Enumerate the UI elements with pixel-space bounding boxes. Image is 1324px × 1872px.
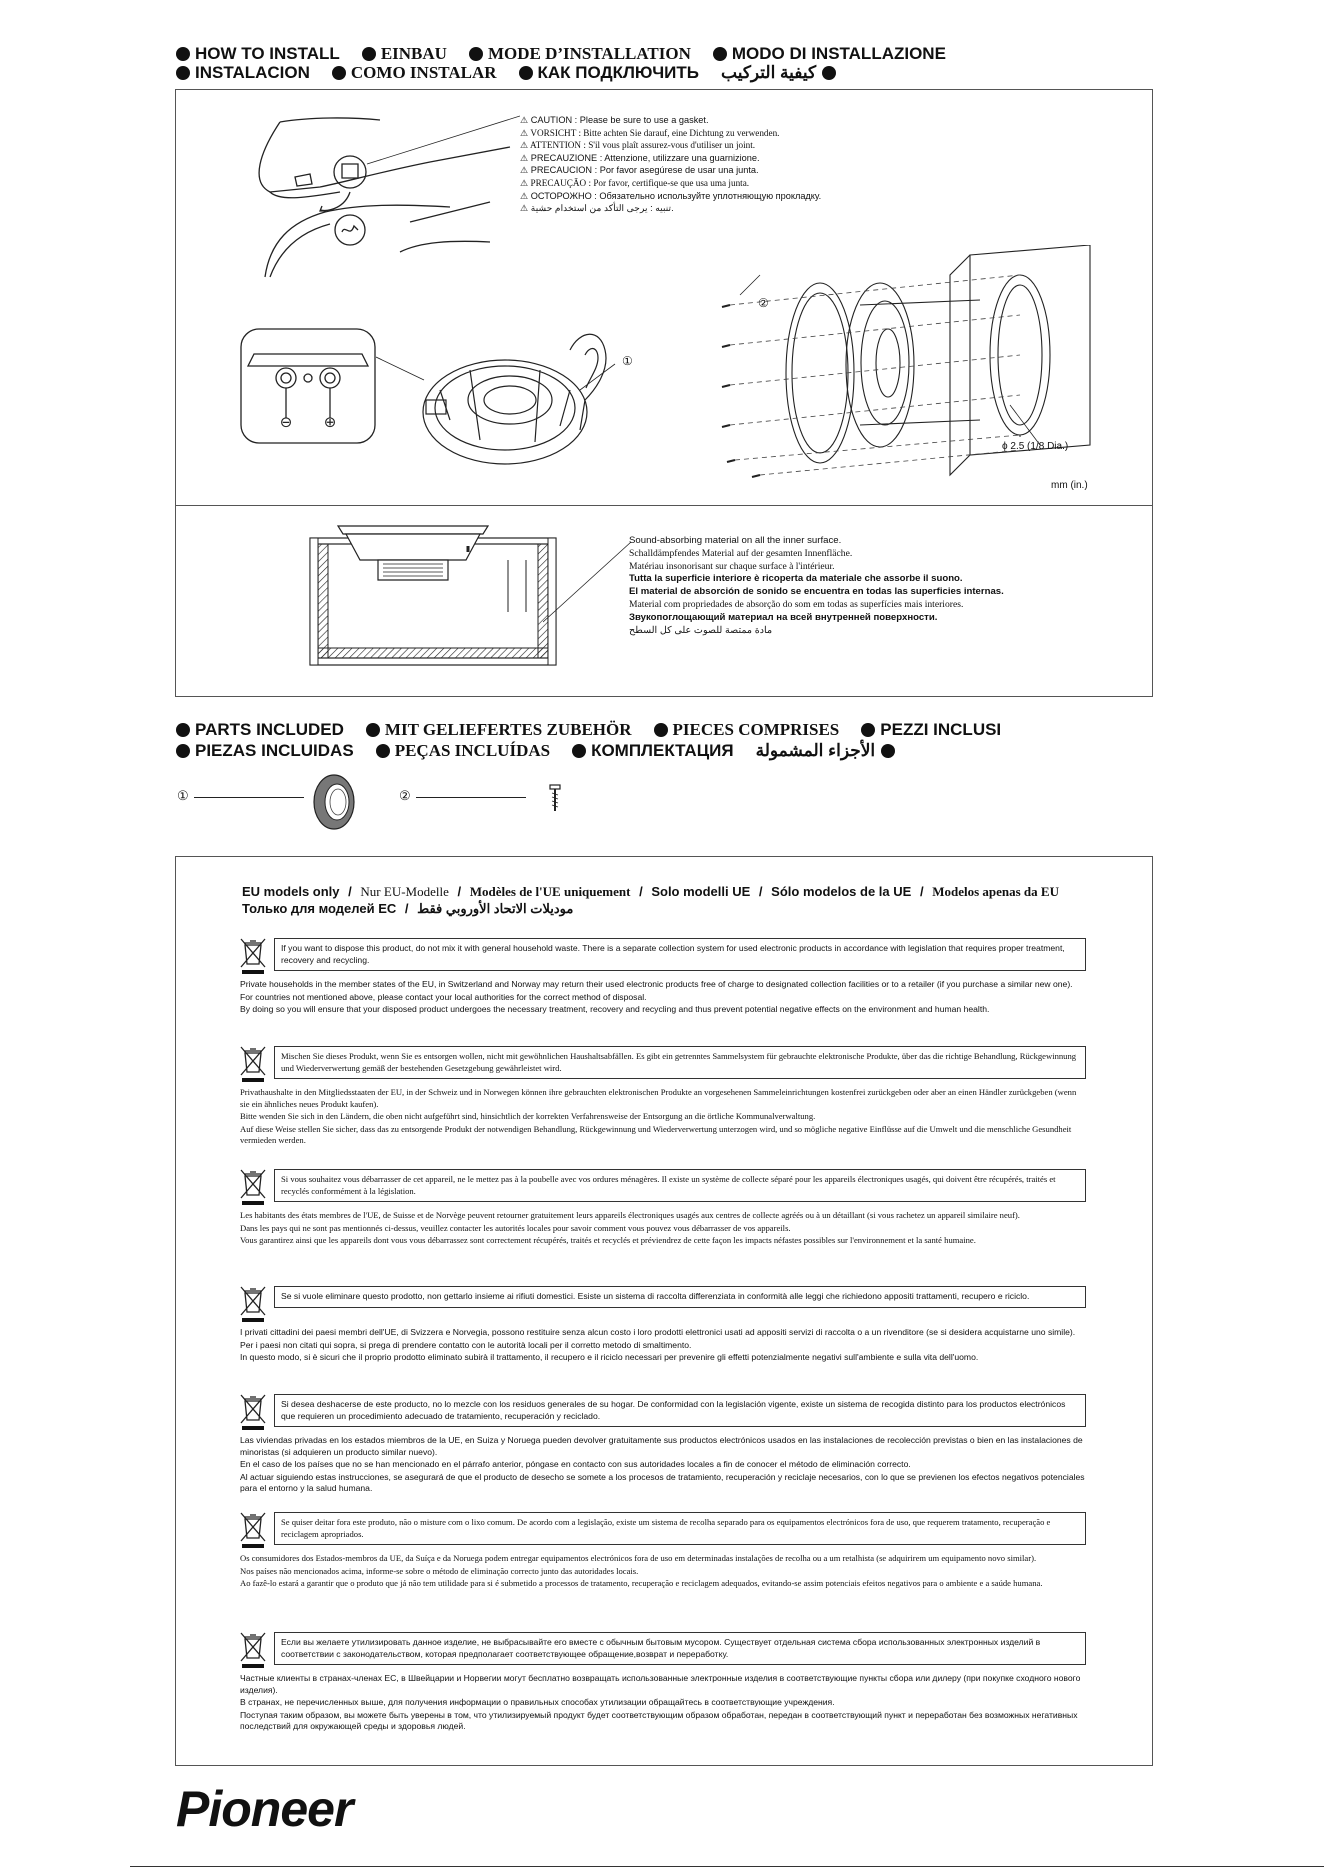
weee-bin-icon	[240, 1169, 266, 1207]
eu-block-en	[240, 938, 1086, 1017]
eu-paras-en: Private households in the member states of the EU, in Switzerland and Norway may return their used electronic products free of charge to designated collection facilities or to a retailer (if you purchase a similar new one). For countries not mentioned above, please contact your local authorities for the correct method of disposal. By doing so you will ensure that your disposed product undergoes the necessary treatment, recovery and recycling and thus prevent potential negative effects on the environment and human health.	[240, 979, 1073, 1014]
parts-heading-de: MIT GELIEFERTES ZUBEHÖR	[366, 720, 632, 740]
eu-title-line1: EU models only / Nur EU-Modelle / Modèles de l'UE uniquement / Solo modelli UE / Sólo modelos de la UE / Modelos apenas da EU	[242, 884, 1059, 899]
parts-header-line2	[176, 741, 922, 761]
eu-lead-fr: Si vous souhaitez vous débarrasser de cet appareil, ne le mettez pas à la poubelle avec vos ordures ménagères. Il existe un système de collecte séparé pour les appareils électroniques usagés, qui doivent être récupérés, traités et recyclés conformément à la législation.	[274, 1169, 1086, 1202]
eu-paras-ru: Частные клиенты в странах-членах ЕС, в Швейцарии и Норвегии могут бесплатно возвращать использованные электронные изделия в соответствующие пункты сбора или дилеру (при покупке сходного нового изделия). В странах, не перечисленных выше, для получения информации о правильных способах утилизации обращайтесь в соответствующие учреждения. Поступая таким образом, вы можете быть уверены в том, что утилизируемый продукт будет соответствующим образом обработан, передан в соответствующий пункт и переработан без возможных негативных последствий для окружающей среды и здоровья людей.	[240, 1673, 1081, 1731]
sound-pt: Material com propriedades de absorção do som em todas as superfícies mais interiores.	[629, 598, 964, 610]
parts-heading-it: PEZZI INCLUSI	[861, 720, 1001, 740]
part-2-label: ②	[399, 788, 411, 803]
sound-ar: مادة ممتصة للصوت على كل السطح	[629, 624, 773, 636]
eu-lead-es: Si desea deshacerse de este producto, no lo mezcle con los residuos generales de su hogar. De conformidad con la legislación vigente, existe un sistema de recogida distinto para los productos electrónicos que requieren un procedimiento adecuado de tratamiento, recuperación y reciclado.	[274, 1394, 1086, 1427]
install-heading-fr: MODE D’INSTALLATION	[469, 44, 691, 64]
install-heading-ar: كيفية التركيب	[721, 63, 841, 83]
car-door-illustration	[250, 112, 520, 282]
caution-list	[520, 114, 821, 215]
weee-bin-icon	[240, 1286, 266, 1324]
eu-block-pt	[240, 1512, 1086, 1591]
eu-title-line2: Только для моделей ЕС / موديلات الاتحاد الأوروبي فقط	[242, 901, 574, 916]
eu-lead-it: Se si vuole eliminare questo prodotto, non gettarlo insieme ai rifiuti domestici. Esiste un sistema di raccolta differenziata in conformità alle leggi che richiedono appositi trattamenti, recupero e riciclo.	[274, 1286, 1086, 1308]
callout-2-label: ②	[758, 296, 769, 310]
weee-bin-icon	[240, 938, 266, 976]
minus-terminal-icon: ⊖	[279, 413, 293, 431]
install-header-line1	[176, 44, 968, 64]
gasket-roll-icon	[308, 772, 358, 832]
sound-ru: Звукопоглощающий материал на всей внутренней поверхности.	[629, 611, 938, 623]
plus-terminal-icon: ⊕	[323, 413, 337, 431]
eu-block-fr	[240, 1169, 1086, 1248]
sound-de: Schalldämpfendes Material auf der gesamten Innenfläche.	[629, 547, 853, 559]
eu-lead-de: Mischen Sie dieses Produkt, wenn Sie es entsorgen wollen, nicht mit gewöhnlichen Haushaltsabfällen. Es gibt ein getrenntes Sammelsystem für gebrauchte elektronische Produkte, über das die richtige Behandlung, Rückgewinnung und Wiederverwertung gemäß der bestehenden Gesetzgebung gewährleistet wird.	[274, 1046, 1086, 1079]
caution-fr: ⚠ ATTENTION : S'il vous plaît assurez-vous d'utiliser un joint.	[520, 140, 756, 151]
weee-bin-icon	[240, 1632, 266, 1670]
speaker-with-gasket	[410, 330, 630, 470]
hole-size-label: ϕ 2.5 (1/8 Dia.)	[1002, 441, 1069, 452]
enclosure-cross-section	[308, 522, 558, 667]
pioneer-logo: Pioneer	[176, 1781, 353, 1837]
eu-lead-ru: Если вы желаете утилизировать данное изделие, не выбрасывайте его вместе с обычным бытовым мусором. Существует отдельная система сбора использованных электронных изделий в соответствии с законодательством, которая предполагает соответствующее обращение,возврат и переработку.	[274, 1632, 1086, 1665]
sound-leader-line	[543, 540, 633, 625]
parts-heading-fr: PIECES COMPRISES	[654, 720, 840, 740]
caution-en: ⚠ CAUTION : Please be sure to use a gasket.	[520, 115, 709, 125]
parts-heading-en: PARTS INCLUDED	[176, 720, 344, 740]
callout-1-label: ①	[622, 354, 633, 368]
parts-heading-pt: PEÇAS INCLUÍDAS	[376, 741, 550, 761]
sound-es: El material de absorción de sonido se encuentra en todas las superficies internas.	[629, 586, 1004, 598]
sound-fr: Matériau insonorisant sur chaque surface à l'intérieur.	[629, 560, 835, 572]
install-heading-it: MODO DI INSTALLAZIONE	[713, 44, 946, 64]
parts-header-line1	[176, 720, 1023, 740]
install-heading-ru: КАК ПОДКЛЮЧИТЬ	[519, 63, 699, 83]
install-heading-en: HOW TO INSTALL	[176, 44, 340, 64]
footer-rule	[130, 1866, 1324, 1867]
sound-absorbing-note	[629, 535, 1004, 637]
install-heading-es: INSTALACION	[176, 63, 310, 83]
eu-paras-fr: Les habitants des états membres de l'UE, de Suisse et de Norvège peuvent retourner gratuitement leurs appareils électroniques usagés aux centres de collecte agréés ou à un détaillant (si vous rachetez un appareil similaire neuf). Dans les pays qui ne sont pas mentionnés ci-dessus, veuillez contacter les autorités locales pour savoir comment vous pouvez vous débarrasser de vos appareils. Vous garantirez ainsi que les appareils dont vous vous débarrassez sont correctement récupérés, traités et recyclés et préviendrez de cette façon les impacts néfastes possibles sur l'environnement et la santé humaine.	[240, 1210, 1020, 1245]
install-heading-de: EINBAU	[362, 44, 447, 64]
screw-icon	[548, 784, 562, 814]
eu-lead-pt: Se quiser deitar fora este produto, não o misture com o lixo comum. De acordo com a legislação, existe um sistema de recolha separado para os equipamentos electrónicos fora de uso, que requerem tratamento, recuperação e reciclagem apropriados.	[274, 1512, 1086, 1545]
eu-paras-de: Privathaushalte in den Mitgliedsstaaten der EU, in der Schweiz und in Norwegen können ihre gebrauchten elektronischen Produkte an vorgesehenen Sammeleinrichtungen kostenfrei zurückgeben oder aber an einen Händler zurückgeben (wenn sie ein ähnliches neues Produkt kaufen). Bitte wenden Sie sich in den Ländern, die oben nicht aufgeführt sind, hinsichtlich der korrekten Verfahrensweise der Entsorgung an die örtliche Kommunalverwaltung. Auf diese Weise stellen Sie sicher, dass das zu entsorgende Produkt der notwendigen Behandlung, Rückgewinnung und Wiederverwertung unterzogen wird, und so mögliche negative Einflüsse auf die Umwelt und die menschliche Gesundheit vermieden werden.	[240, 1087, 1077, 1145]
part-2-leader	[416, 797, 526, 798]
caution-es: ⚠ PRECAUCION : Por favor asegúrese de usar una junta.	[520, 165, 759, 176]
eu-paras-it: I privati cittadini dei paesi membri dell'UE, di Svizzera e Norvegia, possono restituire senza alcun costo i loro prodotti elettronici usati ad appositi servizi di raccolta o a un rivenditore (se si desidera acquistarne uno simile). Per i paesi non citati qui sopra, si prega di prendere contatto con le autorità locali per il corretto metodo di smaltimento. In questo modo, si è sicuri che il proprio prodotto eliminato subirà il trattamento, il recupero e il riciclo necessari per prevenire gli effetti potenzialmente negativi sull'ambiente e sulla vita dell'uomo.	[240, 1327, 1076, 1362]
eu-block-de	[240, 1046, 1086, 1148]
terminal-closeup	[238, 326, 378, 446]
caution-ru: ⚠ ОСТОРОЖНО : Обязательно используйте уплотняющую прокладку.	[520, 190, 822, 201]
eu-block-ru	[240, 1632, 1086, 1734]
box-divider	[175, 505, 1153, 506]
caution-it: ⚠ PRECAUZIONE : Attenzione, utilizzare una guarnizione.	[520, 152, 760, 163]
caution-de: ⚠ VORSICHT : Bitte achten Sie darauf, eine Dichtung zu verwenden.	[520, 127, 780, 138]
units-label: mm (in.)	[1051, 480, 1088, 491]
install-header-line2	[176, 63, 863, 83]
sound-en: Sound-absorbing material on all the inner surface.	[629, 535, 842, 546]
parts-heading-ru: КОМПЛЕКТАЦИЯ	[572, 741, 734, 761]
weee-bin-icon	[240, 1512, 266, 1550]
parts-heading-es: PIEZAS INCLUIDAS	[176, 741, 354, 761]
weee-bin-icon	[240, 1046, 266, 1084]
caution-pt: ⚠ PRECAUÇÃO : Por favor, certifique-se que usa uma junta.	[520, 177, 750, 188]
caution-ar: ⚠ تنبيه : يرجى التأكد من استخدام حشية.	[520, 203, 674, 214]
eu-lead-en: If you want to dispose this product, do not mix it with general household waste. There is a separate collection system for used electronic products in accordance with legislation that requires proper treatment, recovery and recycling.	[274, 938, 1086, 971]
part-1-label: ①	[177, 788, 189, 803]
part-1-leader	[194, 797, 304, 798]
install-heading-pt: COMO INSTALAR	[332, 63, 497, 83]
eu-paras-pt: Os consumidores dos Estados-membros da UE, da Suíça e da Noruega podem entregar equipamentos electrónicos fora de uso em determinadas instalações de recolha ou a um retalhista (se adquirirem um equipamento novo similar). Nos países não mencionados acima, informe-se sobre o método de eliminação correcto junto das autoridades locais. Ao fazê-lo estará a garantir que o produto que já não tem utilidade para si é submetido a processos de tratamento, recuperação e reciclagem adequados, evitando-se assim potenciais efeitos negativos para o ambiente e a saúde humana.	[240, 1553, 1043, 1588]
eu-block-it	[240, 1286, 1086, 1365]
parts-heading-ar: الأجزاء المشمولة	[756, 741, 901, 761]
eu-paras-es: Las viviendas privadas en los estados miembros de la UE, en Suiza y Noruega pueden devolver gratuitamente sus productos electrónicos usados en las instalaciones de recolección previstas o bien en las instalaciones de minoristas (si adquieren un producto similar nuevo). En el caso de los países que no se han mencionado en el párrafo anterior, póngase en contacto con sus autoridades locales a fin de conocer el método de eliminación correcto. Al actuar siguiendo estas instrucciones, se asegurará de que el producto de desecho se somete a los procesos de tratamiento, recuperación y reciclaje necesarios, con lo que se previenen los efectos negativos potenciales para el entorno y la salud humana.	[240, 1435, 1085, 1493]
weee-bin-icon	[240, 1394, 266, 1432]
sound-it: Tutta la superficie interiore è ricoperta da materiale che assorbe il suono.	[629, 573, 963, 585]
eu-block-es	[240, 1394, 1086, 1496]
